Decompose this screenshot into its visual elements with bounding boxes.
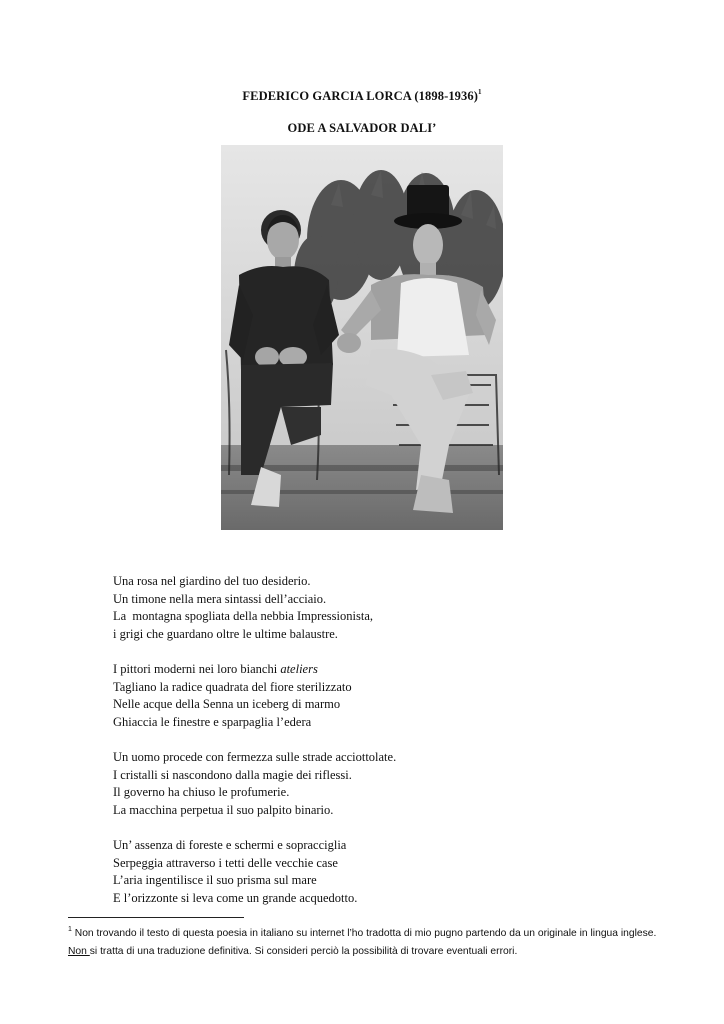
poem-line: i grigi che guardano oltre le ultime balaustre. — [113, 626, 338, 641]
footnote-underlined-word: Non — [68, 945, 90, 957]
poem-line: E l’orizzonte si leva come un grande acquedotto. — [113, 890, 358, 905]
poem-stanza — [113, 573, 633, 643]
page-title — [0, 88, 724, 104]
poem-line: Ghiaccia le finestre e sparpaglia l’edera — [113, 714, 312, 729]
poem-line: La montagna spogliata della nebbia Impressionista, — [113, 609, 373, 624]
poem-stanza — [113, 661, 633, 731]
poem-line: Una rosa nel giardino del tuo desiderio. — [113, 574, 311, 588]
poem-line: La macchina perpetua il suo palpito binario. — [113, 802, 334, 817]
footnote-number: 1 — [68, 926, 72, 933]
poem-line: Serpeggia attraverso i tetti delle vecchie case — [113, 855, 338, 870]
poem-italic-word: ateliers — [280, 661, 318, 676]
poem-line: Il governo ha chiuso le profumerie. — [113, 785, 290, 800]
poem — [113, 573, 633, 925]
poem-stanza — [113, 749, 633, 819]
poem-line-text: I pittori moderni nei loro bianchi — [113, 661, 281, 676]
poem-line: Un timone nella mera sintassi dell’acciaio. — [113, 591, 327, 606]
photo-illustration-icon — [221, 145, 503, 530]
footnote-reference[interactable]: 1 — [478, 88, 482, 96]
poem-line: Nelle acque della Senna un iceberg di marmo — [113, 697, 341, 712]
poem-line: Un uomo procede con fermezza sulle strade acciottolate. — [113, 749, 397, 764]
poem-line: Un’ assenza di foreste e schermi e sopracciglia — [113, 837, 347, 852]
footnote-separator — [68, 917, 244, 918]
photo-two-men-seated — [221, 145, 503, 530]
poem-stanza — [113, 837, 633, 907]
footnote-text-1: Non trovando il testo di questa poesia in italiano su internet l’ho tradotta di mio pugno partendo da un originale in lingua inglese. — [71, 928, 657, 939]
footnote — [68, 921, 658, 960]
poem-line: Tagliano la radice quadrata del fiore sterilizzato — [113, 679, 352, 694]
footnote-text-2: si tratta di una traduzione definitiva. Si consideri perciò la possibilità di trovare eventuali errori. — [89, 945, 518, 957]
poem-line — [113, 661, 633, 679]
poem-line: L’aria ingentilisce il suo prisma sul mare — [113, 873, 317, 888]
poem-line: I cristalli si nascondono dalla magie dei riflessi. — [113, 767, 352, 782]
page-subtitle: ODE A SALVADOR DALI’ — [287, 121, 437, 135]
title-text: FEDERICO GARCIA LORCA (1898-1936) — [242, 89, 478, 103]
